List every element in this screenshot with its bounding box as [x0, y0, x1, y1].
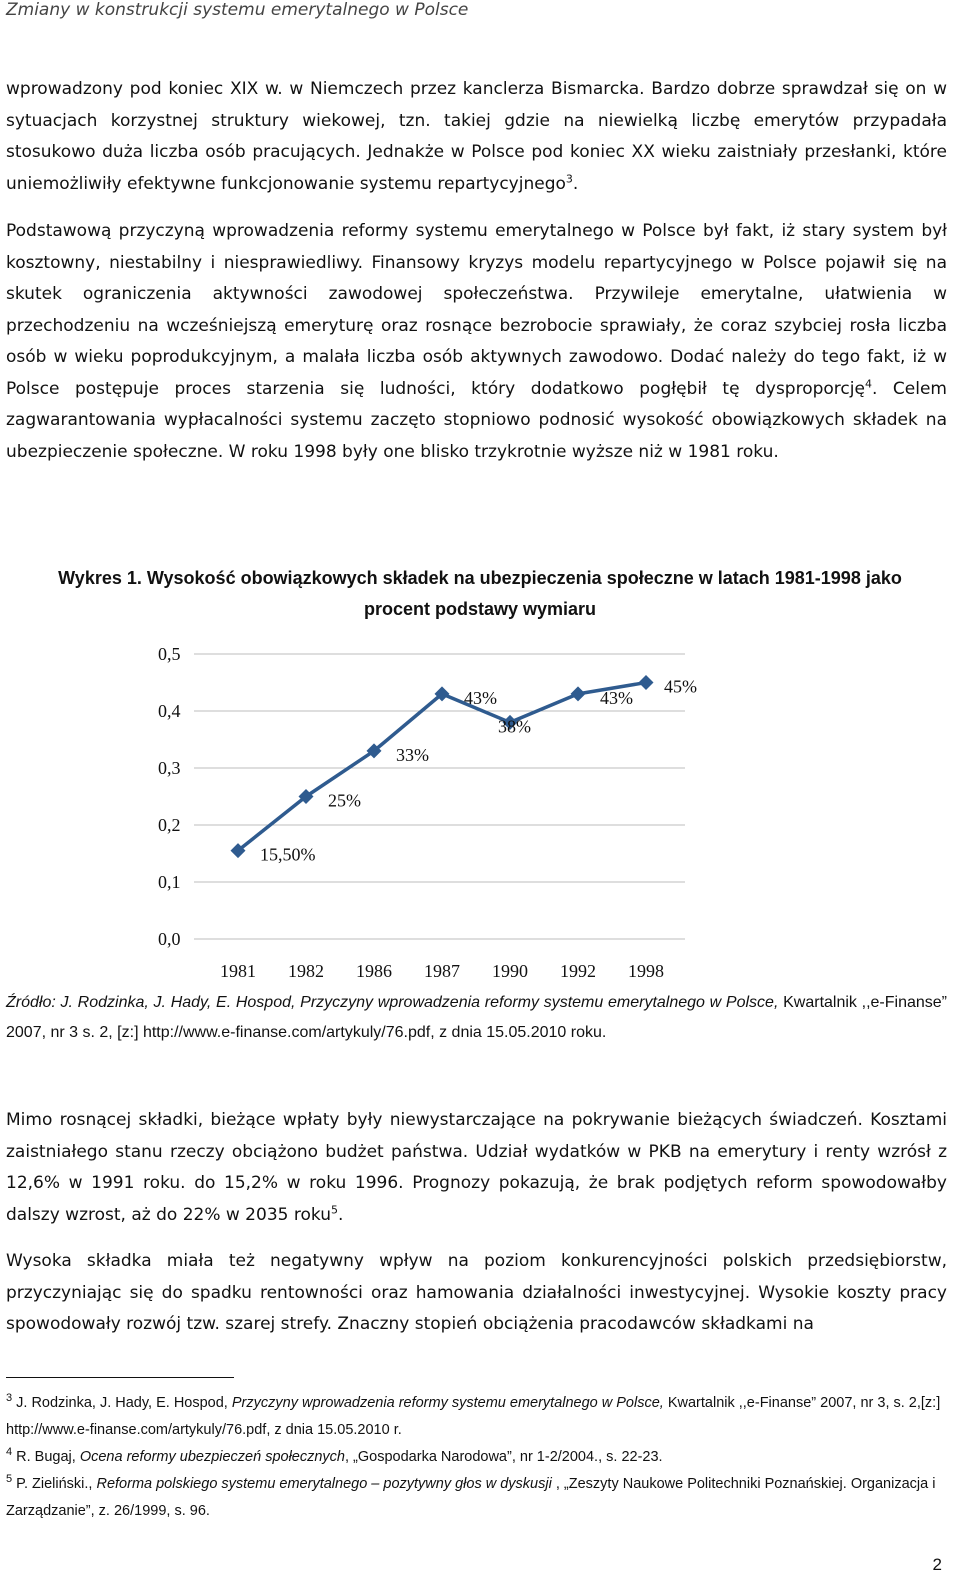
footnote-number: 3 — [6, 1392, 13, 1405]
footnotes — [6, 1390, 951, 1525]
source-italic: Źródło: J. Rodzinka, J. Hady, E. Hospod, Przyczyny wprowadzenia reformy systemu emerytalnego w Polsce, — [6, 994, 779, 1011]
paragraph-2 — [6, 216, 947, 468]
paragraph-1-text: wprowadzony pod koniec XIX w. w Niemczech przez kanclerza Bismarcka. Bardzo dobrze sprawdzał się on w sytuacjach korzystnej struktury wiekowej, tzn. takiej gdzie na niewielką liczbę emerytów przypadała stosukowo duża liczba osób pracujących. Jednakże w Polsce pod koniec XX wieku zaistniały przesłanki, które uniemożliwiły efektywne funkcjonowanie systemu repartycyjnego — [6, 79, 947, 194]
x-tick-label: 1981 — [220, 961, 256, 981]
data-point-marker — [571, 686, 586, 701]
data-point-marker — [639, 675, 654, 690]
footnote-separator — [6, 1377, 234, 1378]
source-rest: Kwartalnik ,,e-Finanse” 2007, nr 3 s. 2, [z:] http://www.e-finanse.com/artykuly/76.pdf, z dnia 15.05.2010 roku. — [6, 994, 948, 1041]
paragraph-3 — [6, 1105, 947, 1231]
figure-title-line-2: procent podstawy wymiaru — [363, 599, 597, 619]
paragraph-3-end: . — [337, 1204, 344, 1225]
footnote-number: 4 — [6, 1446, 13, 1459]
footnote-title: Reforma polskiego systemu emerytalnego – pozytywny głos w dyskusji — [96, 1476, 552, 1492]
footnote-text: , „Zeszyty Naukowe Politechniki Poznańskiej. Organizacja i Zarządzanie”, z. 26/1999, s. 96. — [6, 1476, 936, 1519]
y-tick-label: 0,0 — [158, 929, 181, 949]
footnote-4 — [6, 1444, 951, 1471]
data-label: 25% — [328, 790, 361, 811]
footnote-text: J. Rodzinka, J. Hady, E. Hospod, — [12, 1395, 232, 1411]
x-tick-label: 1986 — [356, 961, 392, 981]
x-tick-label: 1992 — [560, 961, 596, 981]
paragraph-1 — [6, 74, 947, 200]
footnote-ref-5[interactable]: 5 — [330, 1202, 338, 1216]
data-label: 45% — [664, 676, 697, 697]
data-label: 43% — [600, 687, 633, 708]
figure-title — [6, 563, 954, 625]
data-label: 43% — [464, 687, 497, 708]
figure-source — [6, 988, 947, 1048]
paragraph-1-end: . — [572, 173, 579, 194]
y-tick-label: 0,2 — [158, 815, 181, 835]
page-number: 2 — [932, 1555, 942, 1574]
y-tick-label: 0,5 — [158, 644, 181, 664]
paragraph-2-end: . Celem zagwarantowania wypłacalności systemu zaczęto stopniowo podnosić wysokość obowiązkowych składek na ubezpieczenie społeczne. W roku 1998 były one blisko trzykrotnie wyższe niż w 1981 roku. — [6, 378, 947, 462]
footnote-ref-3[interactable]: 3 — [565, 171, 573, 185]
y-tick-label: 0,3 — [158, 758, 181, 778]
y-tick-label: 0,4 — [158, 701, 181, 721]
footnote-3 — [6, 1390, 951, 1444]
data-label: 38% — [498, 716, 531, 737]
data-label: 33% — [396, 744, 429, 765]
footnote-title: Przyczyny wprowadzenia reformy systemu emerytalnego w Polsce, — [231, 1395, 664, 1411]
footnote-text: R. Bugaj, — [12, 1449, 80, 1465]
footnote-number: 5 — [6, 1473, 13, 1486]
paragraph-3-text: Mimo rosnącej składki, bieżące wpłaty były niewystarczające na pokrywanie bieżących świadczeń. Kosztami zaistniałego stanu rzeczy obciążono budżet państwa. Udział wydatków w PKB na emerytury i renty wzrósł z 12,6% w 1991 roku. do 15,2% w roku 1996. Prognozy pokazują, że brak podjętych reform spowodowałby dalszy wzrost, aż do 22% w 2035 roku — [6, 1110, 947, 1225]
x-tick-label: 1987 — [424, 961, 460, 981]
footnote-5 — [6, 1471, 951, 1525]
y-tick-label: 0,1 — [158, 872, 181, 892]
footnote-title: Ocena reformy ubezpieczeń społecznych — [79, 1449, 345, 1465]
data-label: 15,50% — [260, 844, 316, 865]
paragraph-4 — [6, 1246, 947, 1341]
x-tick-label: 1982 — [288, 961, 324, 981]
footnote-text: P. Zieliński., — [12, 1476, 97, 1492]
footnote-ref-4[interactable]: 4 — [864, 376, 872, 390]
footnote-text: Kwartalnik ,,e-Finanse” 2007, nr 3, s. 2,[z:] http://www.e-finanse.com/artykuly/76.pdf, z dnia 15.05.2010 r. — [6, 1395, 941, 1438]
paragraph-4-text: Wysoka składka miała też negatywny wpływ na poziom konkurencyjności polskich przedsiębiorstw, przyczyniając się do spadku rentowności oraz hamowania działalności inwestycyjnej. Wysokie koszty pracy spowodowały rozwój tzw. szarej strefy. Znaczny stopień obciążenia pracodawców składkami na — [6, 1251, 947, 1334]
x-tick-label: 1990 — [492, 961, 528, 981]
x-tick-label: 1998 — [628, 961, 664, 981]
footnote-text: , „Gospodarka Narodowa”, nr 1-2/2004., s. 22-23. — [345, 1449, 663, 1465]
paragraph-2-text: Podstawową przyczyną wprowadzenia reformy systemu emerytalnego w Polsce był fakt, iż stary system był kosztowny, niestabilny i niesprawiedliwy. Finansowy kryzys modelu repartycyjnego w Polsce pojawił się na skutek ograniczenia aktywności zawodowej społeczeństwa. Przywileje emerytalne, ułatwienia w przechodzeniu na wcześniejszą emeryturę oraz rosnące bezrobocie sprawiały, że coraz szybciej rosła liczba osób w wieku poprodukcyjnym, a malała liczba osób aktywnych zawodowo. Dodać należy do tego fakt, iż w Polsce postępuje proces starzenia się ludności, który dodatkowo pogłębił tę dysproporcję — [6, 221, 947, 399]
figure-title-line-1: Wykres 1. Wysokość obowiązkowych składek na ubezpieczenia społeczne w latach 1981-1998 jako — [58, 568, 902, 588]
running-header: Zmiany w konstrukcji systemu emerytalnego w Polsce — [6, 0, 469, 20]
line-chart — [150, 640, 710, 985]
